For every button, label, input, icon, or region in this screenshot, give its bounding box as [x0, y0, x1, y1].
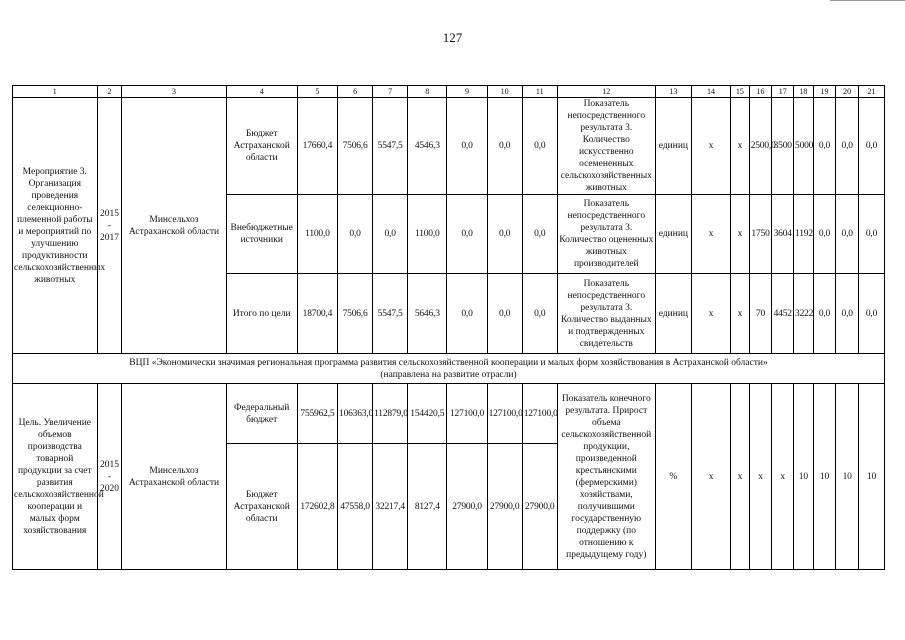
executor: Минсельхоз Астраханской области [122, 98, 226, 354]
page-edge-line [830, 0, 905, 1]
period [97, 98, 122, 354]
header-cell: 1 [13, 86, 98, 98]
header-cell: 7 [373, 86, 408, 98]
amount-cell: 5547,5 [373, 98, 408, 195]
value-cell: 4452 [772, 274, 794, 354]
amount-cell: 755962,5 [297, 384, 337, 444]
header-cell: 13 [655, 86, 691, 98]
funding-source: Бюджет Астраханской области [226, 444, 297, 570]
header-cell: 16 [749, 86, 772, 98]
funding-source: Внебюджетные источники [226, 195, 297, 274]
section-row [13, 354, 885, 384]
amount-cell: 8127,4 [408, 444, 447, 570]
amount-cell: 47558,0 [338, 444, 373, 570]
table-row [13, 384, 885, 444]
header-row [13, 86, 885, 98]
amount-cell: 7506,6 [338, 98, 373, 195]
value-cell: 1750 [749, 195, 772, 274]
amount-cell: 172602,8 [297, 444, 337, 570]
amount-cell: 7506,6 [338, 274, 373, 354]
amount-cell: 0,0 [487, 274, 522, 354]
year-dash: - [107, 220, 112, 231]
value-cell: 0,0 [813, 195, 836, 274]
amount-cell: 1100,0 [408, 195, 447, 274]
goal-name: Цель. Увеличение объемов производства товарной продукции за счет развития сельскохозяйственной кооперации и малых форм хозяйствования [13, 384, 98, 570]
value-cell: х [749, 384, 772, 570]
value-cell: 3222 [794, 274, 814, 354]
amount-cell: 27900,0 [487, 444, 522, 570]
event-name: Мероприятие 3. Организация проведения селекционно-племенной работы и мероприятий по улучшению продуктивности сельскохозяйственных животных [13, 98, 98, 354]
header-cell: 15 [731, 86, 750, 98]
amount-cell: 0,0 [447, 195, 487, 274]
amount-cell: 106363,0 [338, 384, 373, 444]
year-dash: - [107, 471, 112, 482]
amount-cell: 0,0 [447, 274, 487, 354]
value-cell: 0,0 [813, 98, 836, 195]
header-cell: 12 [557, 86, 655, 98]
amount-cell: 18700,4 [297, 274, 337, 354]
period [97, 384, 122, 570]
header-cell: 9 [447, 86, 487, 98]
value-cell: 0,0 [813, 274, 836, 354]
value-cell: 1192 [794, 195, 814, 274]
amount-cell: 27900,0 [522, 444, 557, 570]
indicator-text: Показатель непосредственного результата 3. Количество оцененных животных производителей [557, 195, 655, 274]
amount-cell: 0,0 [338, 195, 373, 274]
amount-cell: 4546,3 [408, 98, 447, 195]
value-cell: 0,0 [836, 98, 859, 195]
year-start: 2015 [99, 459, 119, 470]
section-title-line2: (направлена на развитие отрасли) [380, 369, 517, 380]
header-cell: 5 [297, 86, 337, 98]
amount-cell: 127100,0 [522, 384, 557, 444]
unit-cell: единиц [655, 98, 691, 195]
header-cell: 18 [794, 86, 814, 98]
amount-cell: 27900,0 [447, 444, 487, 570]
value-cell: х [691, 274, 730, 354]
amount-cell: 0,0 [487, 98, 522, 195]
section-title [13, 354, 885, 384]
unit-cell: единиц [655, 274, 691, 354]
header-cell: 3 [122, 86, 226, 98]
value-cell: х [731, 274, 750, 354]
value-cell: 10 [794, 384, 814, 570]
value-cell: 10 [813, 384, 836, 570]
amount-cell: 0,0 [447, 98, 487, 195]
amount-cell: 127100,0 [487, 384, 522, 444]
value-cell: 10 [836, 384, 859, 570]
amount-cell: 112879,0 [373, 384, 408, 444]
amount-cell: 5646,3 [408, 274, 447, 354]
value-cell: 3500 [772, 98, 794, 195]
value-cell: 5000 [794, 98, 814, 195]
amount-cell: 1100,0 [297, 195, 337, 274]
header-cell: 20 [836, 86, 859, 98]
header-cell: 21 [859, 86, 885, 98]
amount-cell: 0,0 [522, 274, 557, 354]
indicator-text: Показатель непосредственного результата 3. Количество искусственно осемененных сельскохозяйственных животных [557, 98, 655, 195]
year-start: 2015 [99, 208, 119, 219]
header-cell: 6 [338, 86, 373, 98]
value-cell: х [691, 98, 730, 195]
year-end: 2017 [99, 232, 119, 243]
program-table [12, 85, 885, 570]
value-cell: х [772, 384, 794, 570]
amount-cell: 0,0 [522, 98, 557, 195]
value-cell: 0,0 [859, 274, 885, 354]
executor: Минсельхоз Астраханской области [122, 384, 226, 570]
header-cell: 2 [97, 86, 122, 98]
value-cell: 0,0 [836, 195, 859, 274]
funding-source: Итого по цели [226, 274, 297, 354]
unit-cell: % [655, 384, 691, 570]
amount-cell: 154420,5 [408, 384, 447, 444]
value-cell: х [731, 384, 750, 570]
value-cell: 2500,0 [749, 98, 772, 195]
header-cell: 4 [226, 86, 297, 98]
value-cell: 3604 [772, 195, 794, 274]
value-cell: х [731, 195, 750, 274]
amount-cell: 0,0 [522, 195, 557, 274]
funding-source: Бюджет Астраханской области [226, 98, 297, 195]
header-cell: 10 [487, 86, 522, 98]
page-number: 127 [442, 30, 463, 45]
amount-cell: 0,0 [373, 195, 408, 274]
value-cell: х [691, 195, 730, 274]
header-cell: 14 [691, 86, 730, 98]
indicator-text: Показатель конечного результата. Прирост объема сельскохозяйственной продукции, произведенной крестьянскими (фермерскими) хозяйствами, получившими государственную поддержку (по отношению к предыдущему году) [557, 384, 655, 570]
amount-cell: 127100,0 [447, 384, 487, 444]
value-cell: 0,0 [859, 98, 885, 195]
section-title-line1: ВЦП «Экономически значимая региональная программа развития сельскохозяйственной кооперации и малых форм хозяйствования в Астраханской области» [129, 357, 768, 368]
amount-cell: 5547,5 [373, 274, 408, 354]
amount-cell: 17660,4 [297, 98, 337, 195]
header-cell: 8 [408, 86, 447, 98]
amount-cell: 0,0 [487, 195, 522, 274]
header-cell: 17 [772, 86, 794, 98]
value-cell: х [691, 384, 730, 570]
header-cell: 19 [813, 86, 836, 98]
header-cell: 11 [522, 86, 557, 98]
value-cell: 0,0 [836, 274, 859, 354]
value-cell: 0,0 [859, 195, 885, 274]
value-cell: 10 [859, 384, 885, 570]
year-end: 2020 [99, 483, 119, 494]
amount-cell: 32217,4 [373, 444, 408, 570]
indicator-text: Показатель непосредственного результата 3. Количество выданных и подтвержденных свидетельств [557, 274, 655, 354]
funding-source: Федеральный бюджет [226, 384, 297, 444]
value-cell: 70 [749, 274, 772, 354]
table-row [13, 98, 885, 195]
unit-cell: единиц [655, 195, 691, 274]
value-cell: х [731, 98, 750, 195]
